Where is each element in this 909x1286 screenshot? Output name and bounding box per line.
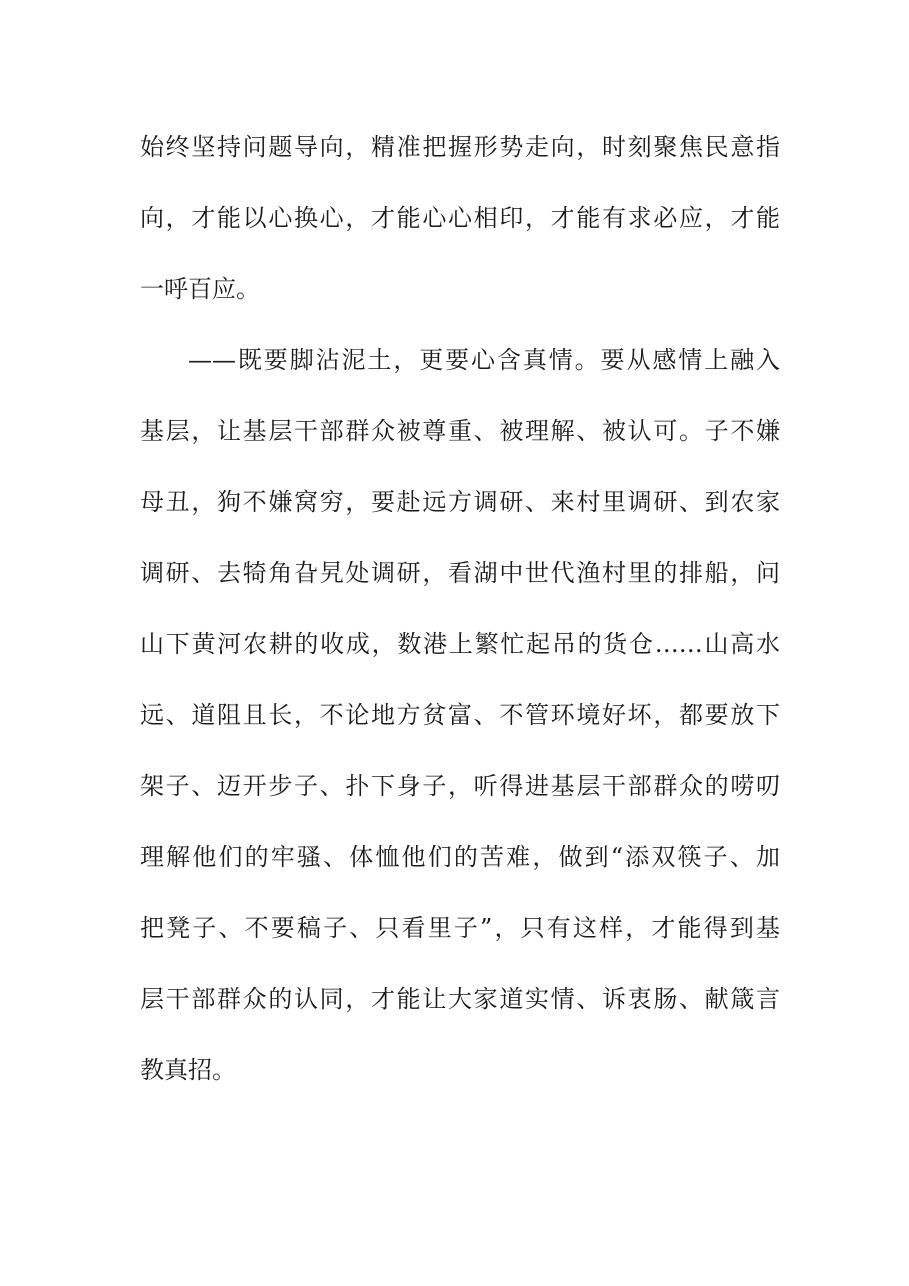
text-line: 理解他们的牢骚、体恤他们的苦难，做到“添双筷子、加: [140, 843, 780, 871]
text-line: 层干部群众的认同，才能让大家道实情、诉衷肠、献箴言: [140, 985, 780, 1013]
text-line: 远、道阻且长，不论地方贫富、不管环境好坏，都要放下: [140, 701, 780, 729]
text-line: 母丑，狗不嫌窝穷，要赴远方调研、来村里调研、到农家: [140, 488, 780, 516]
text-line: 把凳子、不要稿子、只看里子”，只有这样，才能得到基: [140, 914, 780, 942]
text-line: 教真招。: [140, 1056, 236, 1084]
text-line: 向，才能以心换心，才能心心相印，才能有求必应，才能: [140, 204, 780, 232]
text-line: 一呼百应。: [140, 275, 260, 303]
text-line: 山下黄河农耕的收成，数港上繁忙起吊的货仓……山高水: [140, 630, 780, 658]
text-line: ——既要脚沾泥土，更要心含真情。要从感情上融入: [188, 346, 780, 374]
text-line: 调研、去犄角旮旯处调研，看湖中世代渔村里的排船，问: [140, 559, 780, 587]
text-line: 架子、迈开步子、扑下身子，听得进基层干部群众的唠叨: [140, 772, 780, 800]
text-line: 始终坚持问题导向，精准把握形势走向，时刻聚焦民意指: [140, 133, 780, 161]
text-line: 基层，让基层干部群众被尊重、被理解、被认可。子不嫌: [140, 417, 780, 445]
